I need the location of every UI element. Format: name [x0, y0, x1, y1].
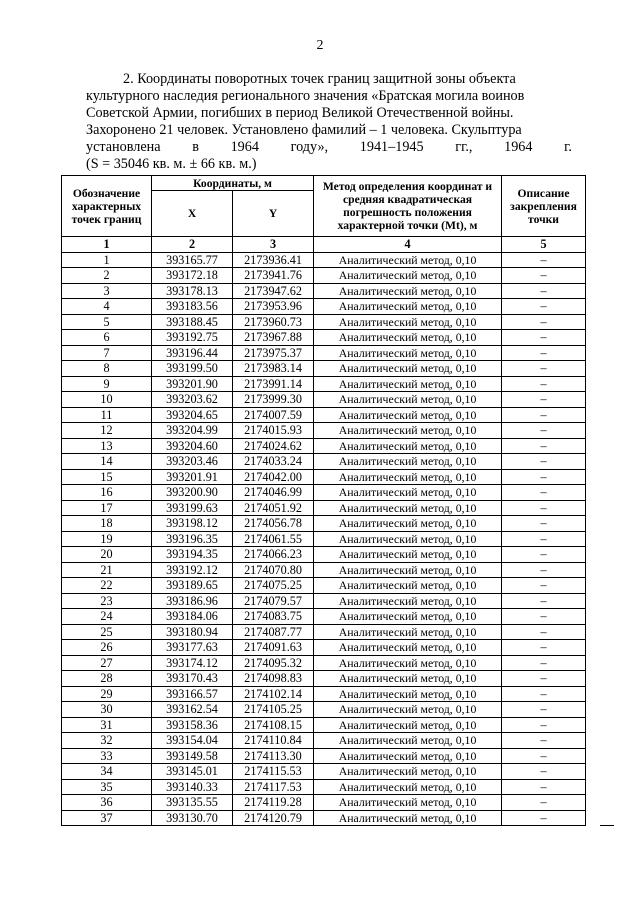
cell-method: Аналитический метод, 0,10 — [314, 624, 502, 640]
heading-line: культурного наследия регионального значения «Братская могила воинов — [86, 88, 525, 104]
cell-fix: – — [502, 252, 586, 268]
cell-method: Аналитический метод, 0,10 — [314, 330, 502, 346]
cell-fix: – — [502, 500, 586, 516]
heading-word: г. — [564, 139, 572, 155]
table-row — [62, 485, 586, 501]
table-row — [62, 609, 586, 625]
cell-point: 12 — [62, 423, 152, 439]
cell-y: 2174091.63 — [233, 640, 314, 656]
cell-y: 2173953.96 — [233, 299, 314, 315]
cell-fix: – — [502, 748, 586, 764]
cell-x: 393177.63 — [152, 640, 233, 656]
cell-method: Аналитический метод, 0,10 — [314, 423, 502, 439]
cell-x: 393199.50 — [152, 361, 233, 377]
cell-x: 393200.90 — [152, 485, 233, 501]
cell-y: 2174051.92 — [233, 500, 314, 516]
cell-fix: – — [502, 671, 586, 687]
cell-fix: – — [502, 423, 586, 439]
table-row — [62, 547, 586, 563]
table-row — [62, 361, 586, 377]
cell-fix: – — [502, 702, 586, 718]
cell-method: Аналитический метод, 0,10 — [314, 795, 502, 811]
cell-point: 21 — [62, 562, 152, 578]
cell-fix: – — [502, 640, 586, 656]
column-number: 3 — [233, 237, 314, 253]
cell-fix: – — [502, 299, 586, 315]
cell-method: Аналитический метод, 0,10 — [314, 562, 502, 578]
cell-y: 2173960.73 — [233, 314, 314, 330]
cell-y: 2174113.30 — [233, 748, 314, 764]
cell-point: 37 — [62, 810, 152, 826]
table-row — [62, 268, 586, 284]
table-row — [62, 748, 586, 764]
cell-fix: – — [502, 562, 586, 578]
cell-y: 2174110.84 — [233, 733, 314, 749]
cell-method: Аналитический метод, 0,10 — [314, 655, 502, 671]
cell-y: 2174015.93 — [233, 423, 314, 439]
cell-method: Аналитический метод, 0,10 — [314, 702, 502, 718]
cell-x: 393158.36 — [152, 717, 233, 733]
header-coords: Координаты, м — [152, 176, 314, 191]
cell-method: Аналитический метод, 0,10 — [314, 686, 502, 702]
column-number: 5 — [502, 237, 586, 253]
cell-y: 2174061.55 — [233, 531, 314, 547]
cell-point: 10 — [62, 392, 152, 408]
table-row — [62, 764, 586, 780]
cell-x: 393183.56 — [152, 299, 233, 315]
coordinates-table — [61, 175, 586, 826]
cell-point: 4 — [62, 299, 152, 315]
cell-method: Аналитический метод, 0,10 — [314, 454, 502, 470]
heading-word: 1964 — [230, 139, 259, 155]
table-row — [62, 733, 586, 749]
heading-line: Захоронено 21 человек. Установлено фамилий – 1 человека. Скульптура — [86, 122, 522, 138]
cell-method: Аналитический метод, 0,10 — [314, 376, 502, 392]
cell-fix: – — [502, 810, 586, 826]
cell-method: Аналитический метод, 0,10 — [314, 547, 502, 563]
cell-y: 2174120.79 — [233, 810, 314, 826]
cell-fix: – — [502, 345, 586, 361]
table-row — [62, 252, 586, 268]
cell-fix: – — [502, 330, 586, 346]
cell-x: 393196.35 — [152, 531, 233, 547]
cell-point: 33 — [62, 748, 152, 764]
table-row — [62, 345, 586, 361]
table-row — [62, 702, 586, 718]
cell-y: 2174056.78 — [233, 516, 314, 532]
cell-x: 393178.13 — [152, 283, 233, 299]
cell-x: 393196.44 — [152, 345, 233, 361]
table-row — [62, 516, 586, 532]
cell-point: 32 — [62, 733, 152, 749]
heading-word: 1964 — [504, 139, 533, 155]
cell-fix: – — [502, 283, 586, 299]
cell-y: 2174046.99 — [233, 485, 314, 501]
cell-fix: – — [502, 531, 586, 547]
page-number: 2 — [316, 38, 324, 53]
cell-x: 393130.70 — [152, 810, 233, 826]
heading-word: в — [192, 139, 199, 155]
cell-fix: – — [502, 764, 586, 780]
table-row — [62, 299, 586, 315]
cell-y: 2174066.23 — [233, 547, 314, 563]
cell-method: Аналитический метод, 0,10 — [314, 640, 502, 656]
cell-method: Аналитический метод, 0,10 — [314, 531, 502, 547]
stray-mark — [600, 825, 614, 826]
section-heading — [86, 71, 572, 173]
cell-y: 2174105.25 — [233, 702, 314, 718]
heading-word: году», — [290, 139, 329, 155]
table-row — [62, 423, 586, 439]
table-row — [62, 454, 586, 470]
table-row — [62, 779, 586, 795]
cell-y: 2174007.59 — [233, 407, 314, 423]
cell-method: Аналитический метод, 0,10 — [314, 485, 502, 501]
cell-method: Аналитический метод, 0,10 — [314, 345, 502, 361]
table-row — [62, 330, 586, 346]
cell-x: 393194.35 — [152, 547, 233, 563]
cell-point: 20 — [62, 547, 152, 563]
cell-fix: – — [502, 454, 586, 470]
cell-point: 13 — [62, 438, 152, 454]
table-row — [62, 562, 586, 578]
cell-fix: – — [502, 593, 586, 609]
cell-method: Аналитический метод, 0,10 — [314, 593, 502, 609]
header-fix: Описание закрепления точки — [502, 176, 586, 237]
cell-x: 393204.99 — [152, 423, 233, 439]
cell-point: 29 — [62, 686, 152, 702]
table-row — [62, 469, 586, 485]
cell-method: Аналитический метод, 0,10 — [314, 717, 502, 733]
cell-point: 22 — [62, 578, 152, 594]
cell-y: 2173999.30 — [233, 392, 314, 408]
table-row — [62, 795, 586, 811]
cell-fix: – — [502, 686, 586, 702]
cell-method: Аналитический метод, 0,10 — [314, 392, 502, 408]
cell-x: 393199.63 — [152, 500, 233, 516]
cell-point: 16 — [62, 485, 152, 501]
cell-x: 393135.55 — [152, 795, 233, 811]
cell-fix: – — [502, 733, 586, 749]
header-point: Обозначение характерных точек границ — [62, 176, 152, 237]
cell-y: 2173947.62 — [233, 283, 314, 299]
heading-word: гг., — [455, 139, 473, 155]
column-number-row — [62, 237, 586, 253]
cell-x: 393149.58 — [152, 748, 233, 764]
cell-y: 2174098.83 — [233, 671, 314, 687]
cell-x: 393201.91 — [152, 469, 233, 485]
cell-point: 26 — [62, 640, 152, 656]
cell-point: 28 — [62, 671, 152, 687]
cell-fix: – — [502, 609, 586, 625]
cell-y: 2173936.41 — [233, 252, 314, 268]
cell-y: 2173975.37 — [233, 345, 314, 361]
cell-point: 18 — [62, 516, 152, 532]
cell-method: Аналитический метод, 0,10 — [314, 810, 502, 826]
table-row — [62, 593, 586, 609]
heading-word: 1941–1945 — [359, 139, 424, 155]
cell-method: Аналитический метод, 0,10 — [314, 671, 502, 687]
cell-point: 15 — [62, 469, 152, 485]
heading-line: (S = 35046 кв. м. ± 66 кв. м.) — [86, 156, 257, 172]
cell-point: 8 — [62, 361, 152, 377]
cell-point: 5 — [62, 314, 152, 330]
cell-x: 393165.77 — [152, 252, 233, 268]
cell-point: 30 — [62, 702, 152, 718]
cell-method: Аналитический метод, 0,10 — [314, 733, 502, 749]
cell-y: 2174079.57 — [233, 593, 314, 609]
cell-method: Аналитический метод, 0,10 — [314, 299, 502, 315]
cell-y: 2174119.28 — [233, 795, 314, 811]
cell-y: 2174102.14 — [233, 686, 314, 702]
cell-x: 393154.04 — [152, 733, 233, 749]
cell-point: 34 — [62, 764, 152, 780]
table-row — [62, 655, 586, 671]
cell-fix: – — [502, 779, 586, 795]
table-row — [62, 578, 586, 594]
table-row — [62, 717, 586, 733]
cell-method: Аналитический метод, 0,10 — [314, 578, 502, 594]
table-row — [62, 407, 586, 423]
column-number: 2 — [152, 237, 233, 253]
table-row — [62, 438, 586, 454]
cell-fix: – — [502, 314, 586, 330]
cell-method: Аналитический метод, 0,10 — [314, 252, 502, 268]
heading-line: Советской Армии, погибших в период Великой Отечественной войны. — [86, 105, 514, 121]
cell-method: Аналитический метод, 0,10 — [314, 748, 502, 764]
cell-point: 24 — [62, 609, 152, 625]
cell-y: 2173983.14 — [233, 361, 314, 377]
cell-fix: – — [502, 268, 586, 284]
cell-x: 393203.62 — [152, 392, 233, 408]
cell-y: 2174108.15 — [233, 717, 314, 733]
cell-fix: – — [502, 469, 586, 485]
cell-method: Аналитический метод, 0,10 — [314, 469, 502, 485]
cell-x: 393162.54 — [152, 702, 233, 718]
cell-fix: – — [502, 578, 586, 594]
cell-y: 2174033.24 — [233, 454, 314, 470]
cell-x: 393166.57 — [152, 686, 233, 702]
table-row — [62, 686, 586, 702]
header-x: X — [152, 191, 233, 237]
cell-point: 36 — [62, 795, 152, 811]
table-row — [62, 314, 586, 330]
table-row — [62, 376, 586, 392]
cell-y: 2173941.76 — [233, 268, 314, 284]
table-row — [62, 671, 586, 687]
cell-point: 7 — [62, 345, 152, 361]
cell-fix: – — [502, 392, 586, 408]
cell-x: 393204.60 — [152, 438, 233, 454]
cell-point: 19 — [62, 531, 152, 547]
cell-x: 393184.06 — [152, 609, 233, 625]
cell-point: 11 — [62, 407, 152, 423]
cell-method: Аналитический метод, 0,10 — [314, 268, 502, 284]
cell-y: 2174075.25 — [233, 578, 314, 594]
cell-fix: – — [502, 376, 586, 392]
cell-fix: – — [502, 407, 586, 423]
cell-fix: – — [502, 361, 586, 377]
cell-point: 9 — [62, 376, 152, 392]
cell-x: 393198.12 — [152, 516, 233, 532]
cell-x: 393174.12 — [152, 655, 233, 671]
column-number: 1 — [62, 237, 152, 253]
cell-y: 2174115.53 — [233, 764, 314, 780]
cell-x: 393140.33 — [152, 779, 233, 795]
cell-fix: – — [502, 485, 586, 501]
cell-fix: – — [502, 717, 586, 733]
cell-point: 31 — [62, 717, 152, 733]
cell-fix: – — [502, 795, 586, 811]
cell-x: 393180.94 — [152, 624, 233, 640]
cell-method: Аналитический метод, 0,10 — [314, 361, 502, 377]
cell-y: 2174042.00 — [233, 469, 314, 485]
cell-point: 23 — [62, 593, 152, 609]
cell-method: Аналитический метод, 0,10 — [314, 779, 502, 795]
cell-point: 14 — [62, 454, 152, 470]
table-row — [62, 624, 586, 640]
cell-y: 2173967.88 — [233, 330, 314, 346]
cell-point: 2 — [62, 268, 152, 284]
cell-point: 6 — [62, 330, 152, 346]
cell-method: Аналитический метод, 0,10 — [314, 516, 502, 532]
table-row — [62, 283, 586, 299]
cell-method: Аналитический метод, 0,10 — [314, 609, 502, 625]
cell-fix: – — [502, 624, 586, 640]
cell-x: 393201.90 — [152, 376, 233, 392]
cell-y: 2174087.77 — [233, 624, 314, 640]
header-y: Y — [233, 191, 314, 237]
cell-y: 2174083.75 — [233, 609, 314, 625]
cell-point: 27 — [62, 655, 152, 671]
heading-word: установлена — [86, 139, 161, 155]
cell-point: 35 — [62, 779, 152, 795]
cell-method: Аналитический метод, 0,10 — [314, 283, 502, 299]
cell-method: Аналитический метод, 0,10 — [314, 407, 502, 423]
cell-y: 2174070.80 — [233, 562, 314, 578]
cell-x: 393203.46 — [152, 454, 233, 470]
cell-x: 393204.65 — [152, 407, 233, 423]
heading-line-justified — [86, 139, 572, 156]
table-row — [62, 531, 586, 547]
cell-fix: – — [502, 438, 586, 454]
table-row — [62, 392, 586, 408]
column-number: 4 — [314, 237, 502, 253]
cell-y: 2174117.53 — [233, 779, 314, 795]
cell-point: 25 — [62, 624, 152, 640]
header-method: Метод определения координат и средняя квадратическая погрешность положения характерной точки (Mt), м — [314, 176, 502, 237]
heading-line: 2. Координаты поворотных точек границ защитной зоны объекта — [123, 71, 516, 87]
table-row — [62, 810, 586, 826]
cell-method: Аналитический метод, 0,10 — [314, 314, 502, 330]
cell-method: Аналитический метод, 0,10 — [314, 438, 502, 454]
cell-x: 393186.96 — [152, 593, 233, 609]
cell-point: 3 — [62, 283, 152, 299]
cell-x: 393192.75 — [152, 330, 233, 346]
table-row — [62, 500, 586, 516]
cell-x: 393192.12 — [152, 562, 233, 578]
cell-method: Аналитический метод, 0,10 — [314, 500, 502, 516]
cell-fix: – — [502, 655, 586, 671]
cell-x: 393189.65 — [152, 578, 233, 594]
cell-y: 2174024.62 — [233, 438, 314, 454]
cell-fix: – — [502, 516, 586, 532]
table-row — [62, 640, 586, 656]
cell-x: 393172.18 — [152, 268, 233, 284]
cell-method: Аналитический метод, 0,10 — [314, 764, 502, 780]
cell-fix: – — [502, 547, 586, 563]
cell-x: 393170.43 — [152, 671, 233, 687]
cell-point: 1 — [62, 252, 152, 268]
cell-x: 393188.45 — [152, 314, 233, 330]
cell-point: 17 — [62, 500, 152, 516]
cell-y: 2173991.14 — [233, 376, 314, 392]
cell-x: 393145.01 — [152, 764, 233, 780]
cell-y: 2174095.32 — [233, 655, 314, 671]
